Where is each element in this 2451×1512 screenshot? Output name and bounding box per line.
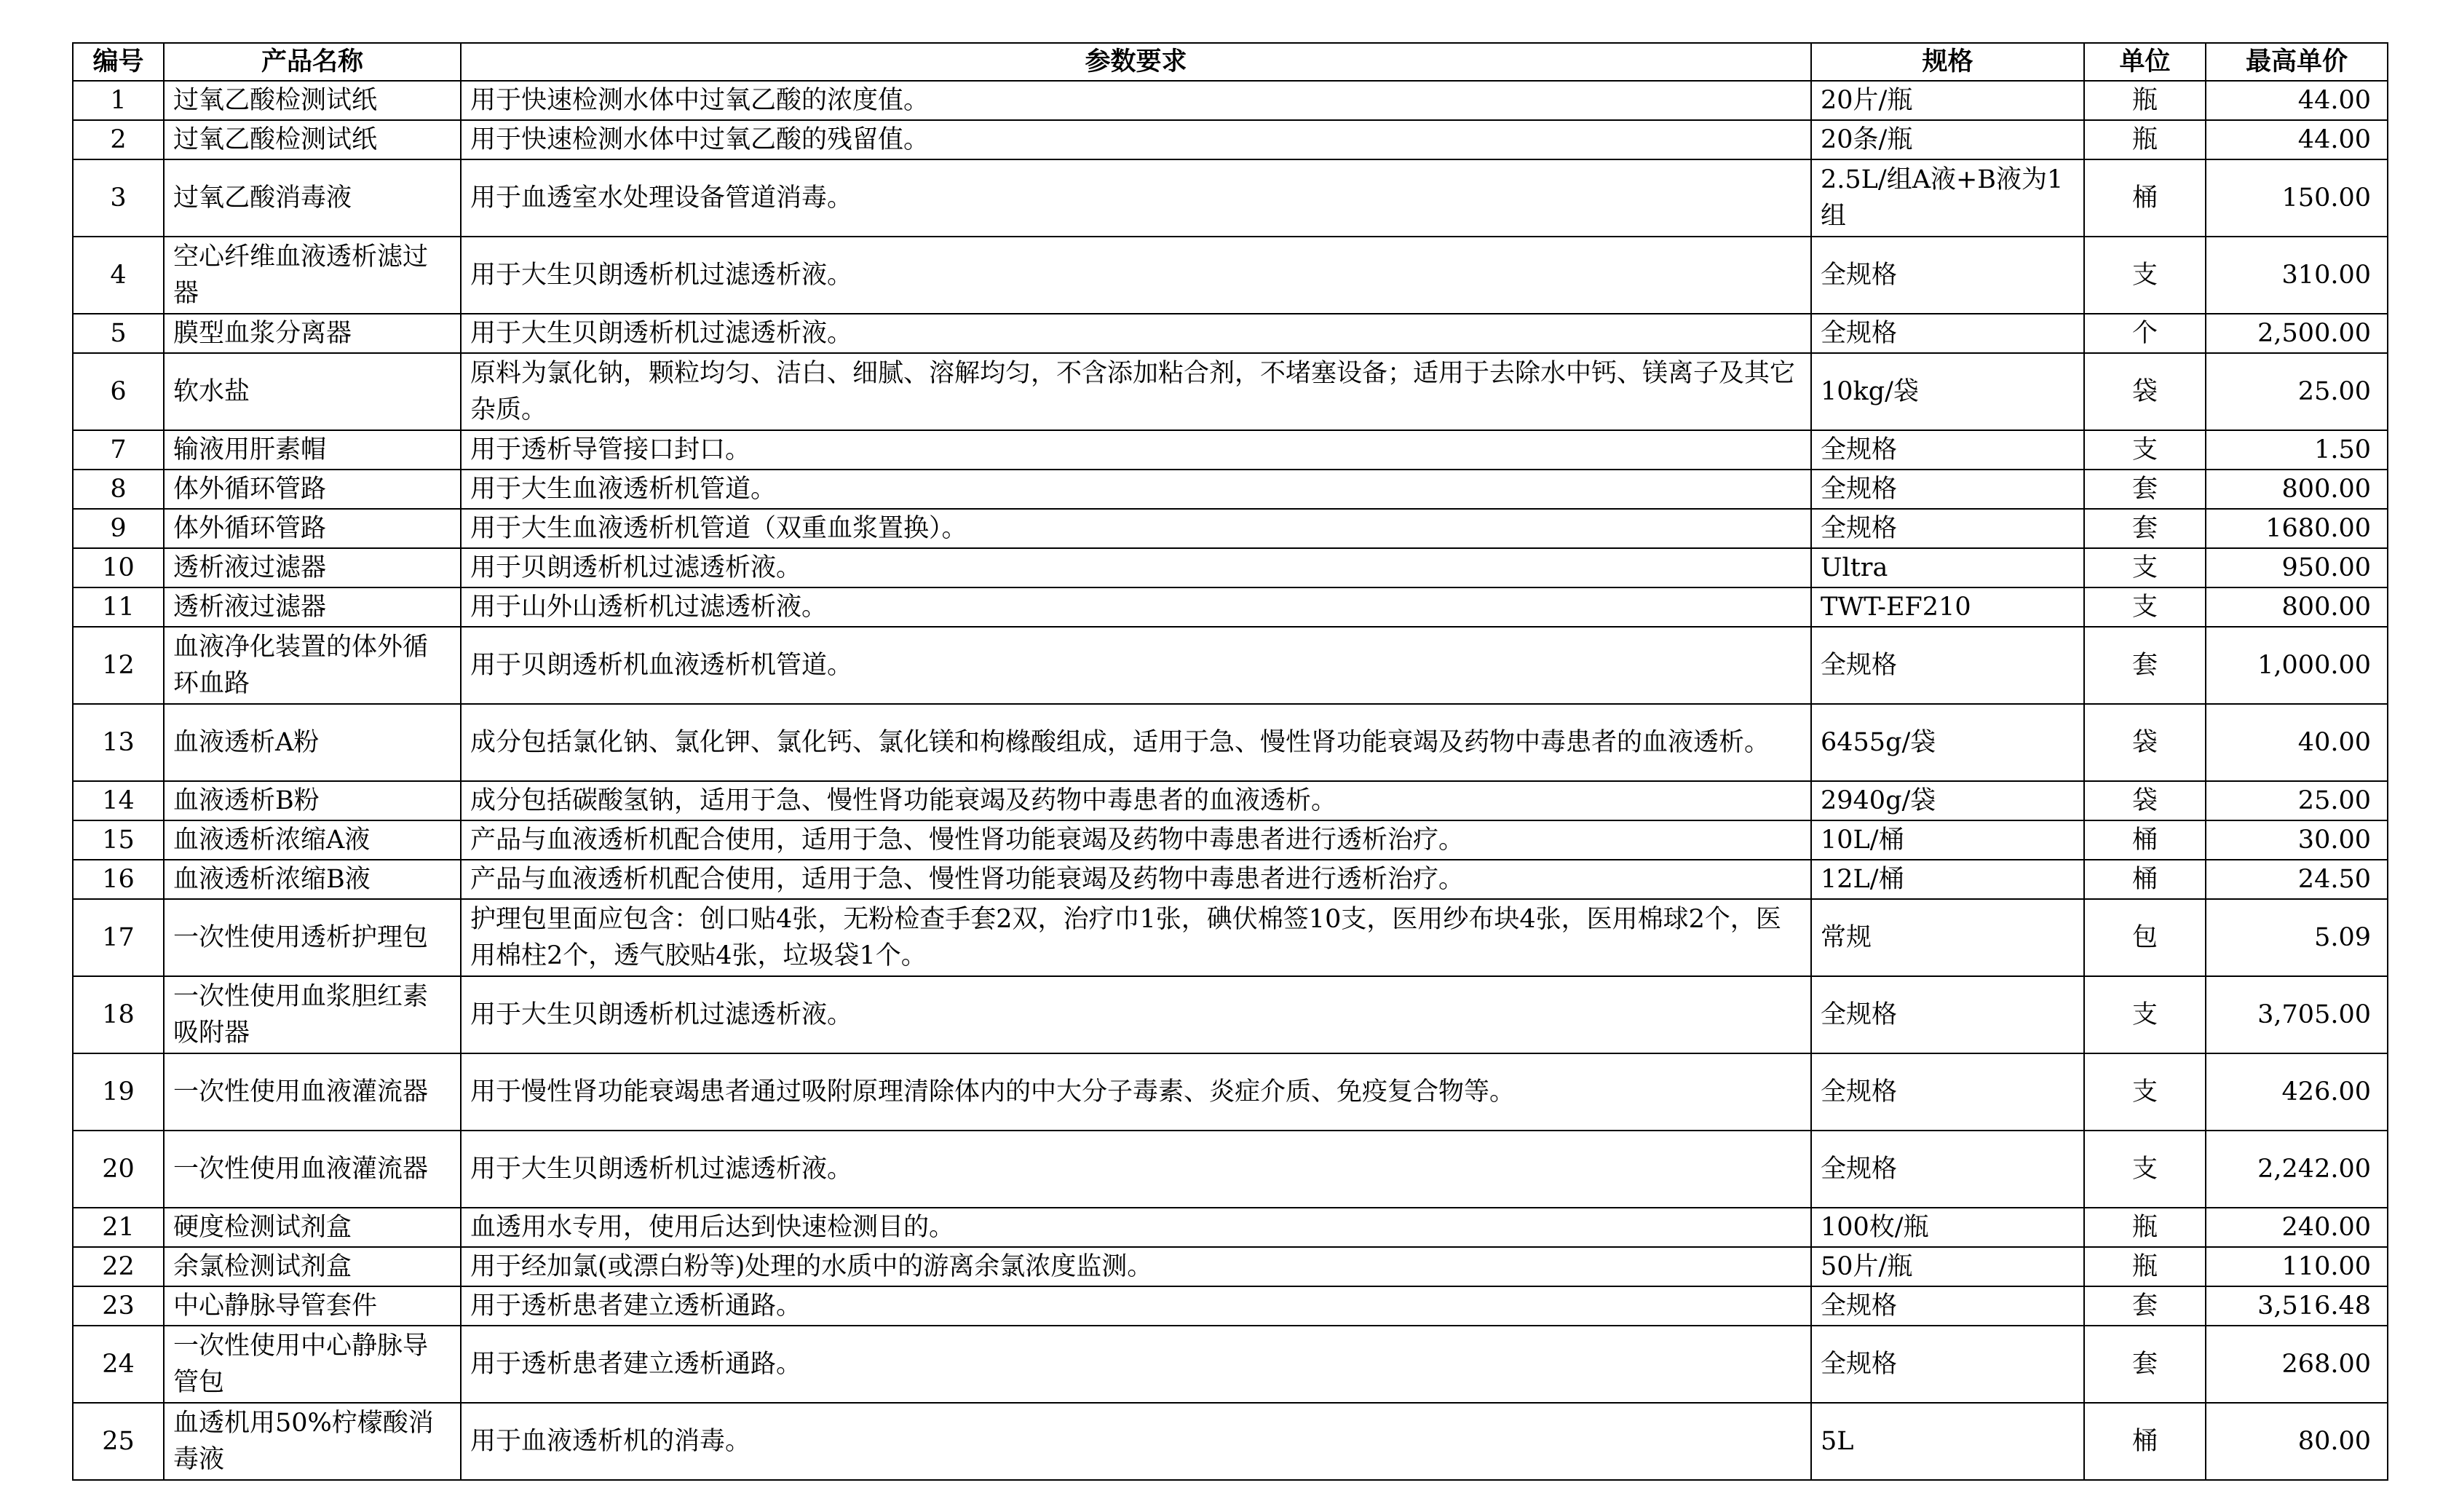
table-row xyxy=(73,1286,2388,1326)
cell-max-price: 25.00 xyxy=(2206,353,2388,430)
cell-unit: 桶 xyxy=(2084,820,2206,860)
cell-unit: 袋 xyxy=(2084,781,2206,820)
cell-unit: 瓶 xyxy=(2084,81,2206,120)
table-row xyxy=(73,314,2388,353)
cell-max-price: 110.00 xyxy=(2206,1247,2388,1286)
cell-max-price: 25.00 xyxy=(2206,781,2388,820)
cell-max-price: 240.00 xyxy=(2206,1208,2388,1247)
table-row xyxy=(73,430,2388,470)
cell-product-name: 体外循环管路 xyxy=(164,470,461,509)
cell-product-name: 血液透析浓缩B液 xyxy=(164,860,461,899)
cell-product-name: 硬度检测试剂盒 xyxy=(164,1208,461,1247)
cell-product-name: 一次性使用血液灌流器 xyxy=(164,1053,461,1131)
cell-number: 22 xyxy=(73,1247,164,1286)
cell-product-name: 血透机用50%柠檬酸消毒液 xyxy=(164,1403,461,1480)
cell-requirements: 用于慢性肾功能衰竭患者通过吸附原理清除体内的中大分子毒素、炎症介质、免疫复合物等。 xyxy=(461,1053,1811,1131)
cell-product-name: 透析液过滤器 xyxy=(164,548,461,587)
cell-number: 12 xyxy=(73,627,164,704)
cell-unit: 个 xyxy=(2084,314,2206,353)
cell-max-price: 3,516.48 xyxy=(2206,1286,2388,1326)
cell-number: 25 xyxy=(73,1403,164,1480)
cell-specification: 常规 xyxy=(1811,899,2084,976)
cell-unit: 支 xyxy=(2084,1131,2206,1208)
cell-requirements: 用于大生贝朗透析机过滤透析液。 xyxy=(461,976,1811,1053)
cell-requirements: 用于透析患者建立透析通路。 xyxy=(461,1286,1811,1326)
table-row xyxy=(73,1326,2388,1403)
cell-max-price: 268.00 xyxy=(2206,1326,2388,1403)
cell-unit: 瓶 xyxy=(2084,1247,2206,1286)
cell-requirements: 血透用水专用，使用后达到快速检测目的。 xyxy=(461,1208,1811,1247)
cell-product-name: 血液透析B粉 xyxy=(164,781,461,820)
cell-requirements: 用于血透室水处理设备管道消毒。 xyxy=(461,159,1811,237)
table-row xyxy=(73,976,2388,1053)
cell-specification: 10kg/袋 xyxy=(1811,353,2084,430)
cell-number: 2 xyxy=(73,120,164,159)
cell-specification: 全规格 xyxy=(1811,509,2084,548)
cell-number: 10 xyxy=(73,548,164,587)
table-row xyxy=(73,548,2388,587)
cell-number: 21 xyxy=(73,1208,164,1247)
cell-product-name: 过氧乙酸消毒液 xyxy=(164,159,461,237)
cell-product-name: 膜型血浆分离器 xyxy=(164,314,461,353)
cell-number: 19 xyxy=(73,1053,164,1131)
cell-number: 13 xyxy=(73,704,164,781)
cell-number: 4 xyxy=(73,237,164,314)
cell-number: 24 xyxy=(73,1326,164,1403)
cell-requirements: 用于血液透析机的消毒。 xyxy=(461,1403,1811,1480)
header-product-name: 产品名称 xyxy=(164,43,461,81)
cell-specification: 6455g/袋 xyxy=(1811,704,2084,781)
cell-max-price: 2,500.00 xyxy=(2206,314,2388,353)
cell-max-price: 44.00 xyxy=(2206,120,2388,159)
cell-product-name: 中心静脉导管套件 xyxy=(164,1286,461,1326)
cell-requirements: 原料为氯化钠，颗粒均匀、洁白、细腻、溶解均匀，不含添加粘合剂，不堵塞设备；适用于去除水中钙、镁离子及其它杂质。 xyxy=(461,353,1811,430)
cell-requirements: 用于大生贝朗透析机过滤透析液。 xyxy=(461,237,1811,314)
cell-specification: 全规格 xyxy=(1811,1131,2084,1208)
cell-requirements: 用于大生贝朗透析机过滤透析液。 xyxy=(461,1131,1811,1208)
cell-requirements: 成分包括碳酸氢钠，适用于急、慢性肾功能衰竭及药物中毒患者的血液透析。 xyxy=(461,781,1811,820)
cell-specification: 全规格 xyxy=(1811,470,2084,509)
cell-requirements: 用于贝朗透析机过滤透析液。 xyxy=(461,548,1811,587)
table-row xyxy=(73,353,2388,430)
cell-requirements: 用于快速检测水体中过氧乙酸的残留值。 xyxy=(461,120,1811,159)
table-row xyxy=(73,1053,2388,1131)
cell-max-price: 1.50 xyxy=(2206,430,2388,470)
cell-product-name: 一次性使用血浆胆红素吸附器 xyxy=(164,976,461,1053)
cell-max-price: 950.00 xyxy=(2206,548,2388,587)
cell-product-name: 血液净化装置的体外循环血路 xyxy=(164,627,461,704)
cell-product-name: 过氧乙酸检测试纸 xyxy=(164,120,461,159)
cell-product-name: 一次性使用中心静脉导管包 xyxy=(164,1326,461,1403)
cell-unit: 瓶 xyxy=(2084,120,2206,159)
cell-max-price: 426.00 xyxy=(2206,1053,2388,1131)
cell-specification: 2.5L/组A液+B液为1组 xyxy=(1811,159,2084,237)
table-row xyxy=(73,470,2388,509)
cell-requirements: 成分包括氯化钠、氯化钾、氯化钙、氯化镁和枸橼酸组成，适用于急、慢性肾功能衰竭及药物中毒患者的血液透析。 xyxy=(461,704,1811,781)
cell-max-price: 5.09 xyxy=(2206,899,2388,976)
cell-number: 3 xyxy=(73,159,164,237)
cell-specification: 全规格 xyxy=(1811,1326,2084,1403)
cell-number: 9 xyxy=(73,509,164,548)
cell-max-price: 1,000.00 xyxy=(2206,627,2388,704)
header-specification: 规格 xyxy=(1811,43,2084,81)
cell-requirements: 用于山外山透析机过滤透析液。 xyxy=(461,587,1811,627)
cell-unit: 套 xyxy=(2084,470,2206,509)
cell-number: 20 xyxy=(73,1131,164,1208)
cell-unit: 袋 xyxy=(2084,704,2206,781)
cell-product-name: 透析液过滤器 xyxy=(164,587,461,627)
cell-requirements: 用于大生贝朗透析机过滤透析液。 xyxy=(461,314,1811,353)
cell-max-price: 310.00 xyxy=(2206,237,2388,314)
cell-max-price: 800.00 xyxy=(2206,587,2388,627)
cell-requirements: 用于大生血液透析机管道（双重血浆置换）。 xyxy=(461,509,1811,548)
cell-requirements: 用于透析患者建立透析通路。 xyxy=(461,1326,1811,1403)
cell-max-price: 24.50 xyxy=(2206,860,2388,899)
cell-specification: 全规格 xyxy=(1811,976,2084,1053)
table-row xyxy=(73,627,2388,704)
cell-requirements: 产品与血液透析机配合使用，适用于急、慢性肾功能衰竭及药物中毒患者进行透析治疗。 xyxy=(461,820,1811,860)
table-row xyxy=(73,159,2388,237)
cell-number: 18 xyxy=(73,976,164,1053)
header-requirements: 参数要求 xyxy=(461,43,1811,81)
cell-product-name: 一次性使用血液灌流器 xyxy=(164,1131,461,1208)
cell-requirements: 产品与血液透析机配合使用，适用于急、慢性肾功能衰竭及药物中毒患者进行透析治疗。 xyxy=(461,860,1811,899)
cell-specification: 5L xyxy=(1811,1403,2084,1480)
cell-requirements: 用于透析导管接口封口。 xyxy=(461,430,1811,470)
table-row xyxy=(73,1247,2388,1286)
cell-specification: 全规格 xyxy=(1811,430,2084,470)
cell-unit: 支 xyxy=(2084,587,2206,627)
cell-number: 17 xyxy=(73,899,164,976)
cell-unit: 桶 xyxy=(2084,159,2206,237)
cell-max-price: 30.00 xyxy=(2206,820,2388,860)
cell-unit: 支 xyxy=(2084,430,2206,470)
cell-requirements: 用于贝朗透析机血液透析机管道。 xyxy=(461,627,1811,704)
cell-unit: 支 xyxy=(2084,237,2206,314)
cell-specification: 全规格 xyxy=(1811,314,2084,353)
cell-max-price: 3,705.00 xyxy=(2206,976,2388,1053)
cell-number: 8 xyxy=(73,470,164,509)
cell-unit: 套 xyxy=(2084,509,2206,548)
table-row xyxy=(73,1131,2388,1208)
cell-max-price: 80.00 xyxy=(2206,1403,2388,1480)
cell-unit: 套 xyxy=(2084,627,2206,704)
cell-unit: 瓶 xyxy=(2084,1208,2206,1247)
cell-unit: 支 xyxy=(2084,976,2206,1053)
cell-specification: 全规格 xyxy=(1811,1286,2084,1326)
cell-unit: 袋 xyxy=(2084,353,2206,430)
table-row xyxy=(73,820,2388,860)
cell-specification: 20条/瓶 xyxy=(1811,120,2084,159)
table-row xyxy=(73,237,2388,314)
cell-unit: 套 xyxy=(2084,1286,2206,1326)
table-row xyxy=(73,860,2388,899)
table-row xyxy=(73,509,2388,548)
cell-number: 7 xyxy=(73,430,164,470)
cell-specification: 20片/瓶 xyxy=(1811,81,2084,120)
cell-product-name: 过氧乙酸检测试纸 xyxy=(164,81,461,120)
cell-max-price: 44.00 xyxy=(2206,81,2388,120)
cell-unit: 套 xyxy=(2084,1326,2206,1403)
cell-number: 5 xyxy=(73,314,164,353)
cell-unit: 支 xyxy=(2084,1053,2206,1131)
table-row xyxy=(73,781,2388,820)
header-unit: 单位 xyxy=(2084,43,2206,81)
cell-specification: 全规格 xyxy=(1811,627,2084,704)
cell-number: 1 xyxy=(73,81,164,120)
header-number: 编号 xyxy=(73,43,164,81)
cell-product-name: 血液透析A粉 xyxy=(164,704,461,781)
cell-unit: 支 xyxy=(2084,548,2206,587)
cell-specification: 100枚/瓶 xyxy=(1811,1208,2084,1247)
header-max-price: 最高单价 xyxy=(2206,43,2388,81)
cell-requirements: 用于大生血液透析机管道。 xyxy=(461,470,1811,509)
cell-max-price: 1680.00 xyxy=(2206,509,2388,548)
cell-specification: 2940g/袋 xyxy=(1811,781,2084,820)
header-row xyxy=(73,43,2388,81)
cell-max-price: 800.00 xyxy=(2206,470,2388,509)
table-row xyxy=(73,587,2388,627)
cell-product-name: 一次性使用透析护理包 xyxy=(164,899,461,976)
table-row xyxy=(73,81,2388,120)
cell-specification: TWT-EF210 xyxy=(1811,587,2084,627)
cell-number: 14 xyxy=(73,781,164,820)
cell-product-name: 余氯检测试剂盒 xyxy=(164,1247,461,1286)
cell-unit: 桶 xyxy=(2084,860,2206,899)
cell-number: 16 xyxy=(73,860,164,899)
cell-product-name: 血液透析浓缩A液 xyxy=(164,820,461,860)
cell-specification: 10L/桶 xyxy=(1811,820,2084,860)
cell-product-name: 输液用肝素帽 xyxy=(164,430,461,470)
table-row xyxy=(73,704,2388,781)
cell-specification: 12L/桶 xyxy=(1811,860,2084,899)
cell-product-name: 软水盐 xyxy=(164,353,461,430)
table-row xyxy=(73,1208,2388,1247)
cell-requirements: 用于经加氯(或漂白粉等)处理的水质中的游离余氯浓度监测。 xyxy=(461,1247,1811,1286)
cell-product-name: 体外循环管路 xyxy=(164,509,461,548)
table-row xyxy=(73,899,2388,976)
cell-product-name: 空心纤维血液透析滤过器 xyxy=(164,237,461,314)
table-row xyxy=(73,120,2388,159)
cell-max-price: 40.00 xyxy=(2206,704,2388,781)
cell-number: 11 xyxy=(73,587,164,627)
cell-specification: 50片/瓶 xyxy=(1811,1247,2084,1286)
cell-max-price: 2,242.00 xyxy=(2206,1131,2388,1208)
cell-number: 6 xyxy=(73,353,164,430)
cell-unit: 桶 xyxy=(2084,1403,2206,1480)
cell-specification: 全规格 xyxy=(1811,1053,2084,1131)
cell-unit: 包 xyxy=(2084,899,2206,976)
cell-requirements: 护理包里面应包含：创口贴4张，无粉检查手套2双，治疗巾1张，碘伏棉签10支，医用纱布块4张，医用棉球2个，医用棉柱2个，透气胶贴4张，垃圾袋1个。 xyxy=(461,899,1811,976)
cell-max-price: 150.00 xyxy=(2206,159,2388,237)
cell-specification: Ultra xyxy=(1811,548,2084,587)
table-row xyxy=(73,1403,2388,1480)
product-price-table xyxy=(72,42,2388,1481)
cell-specification: 全规格 xyxy=(1811,237,2084,314)
cell-number: 15 xyxy=(73,820,164,860)
cell-number: 23 xyxy=(73,1286,164,1326)
cell-requirements: 用于快速检测水体中过氧乙酸的浓度值。 xyxy=(461,81,1811,120)
